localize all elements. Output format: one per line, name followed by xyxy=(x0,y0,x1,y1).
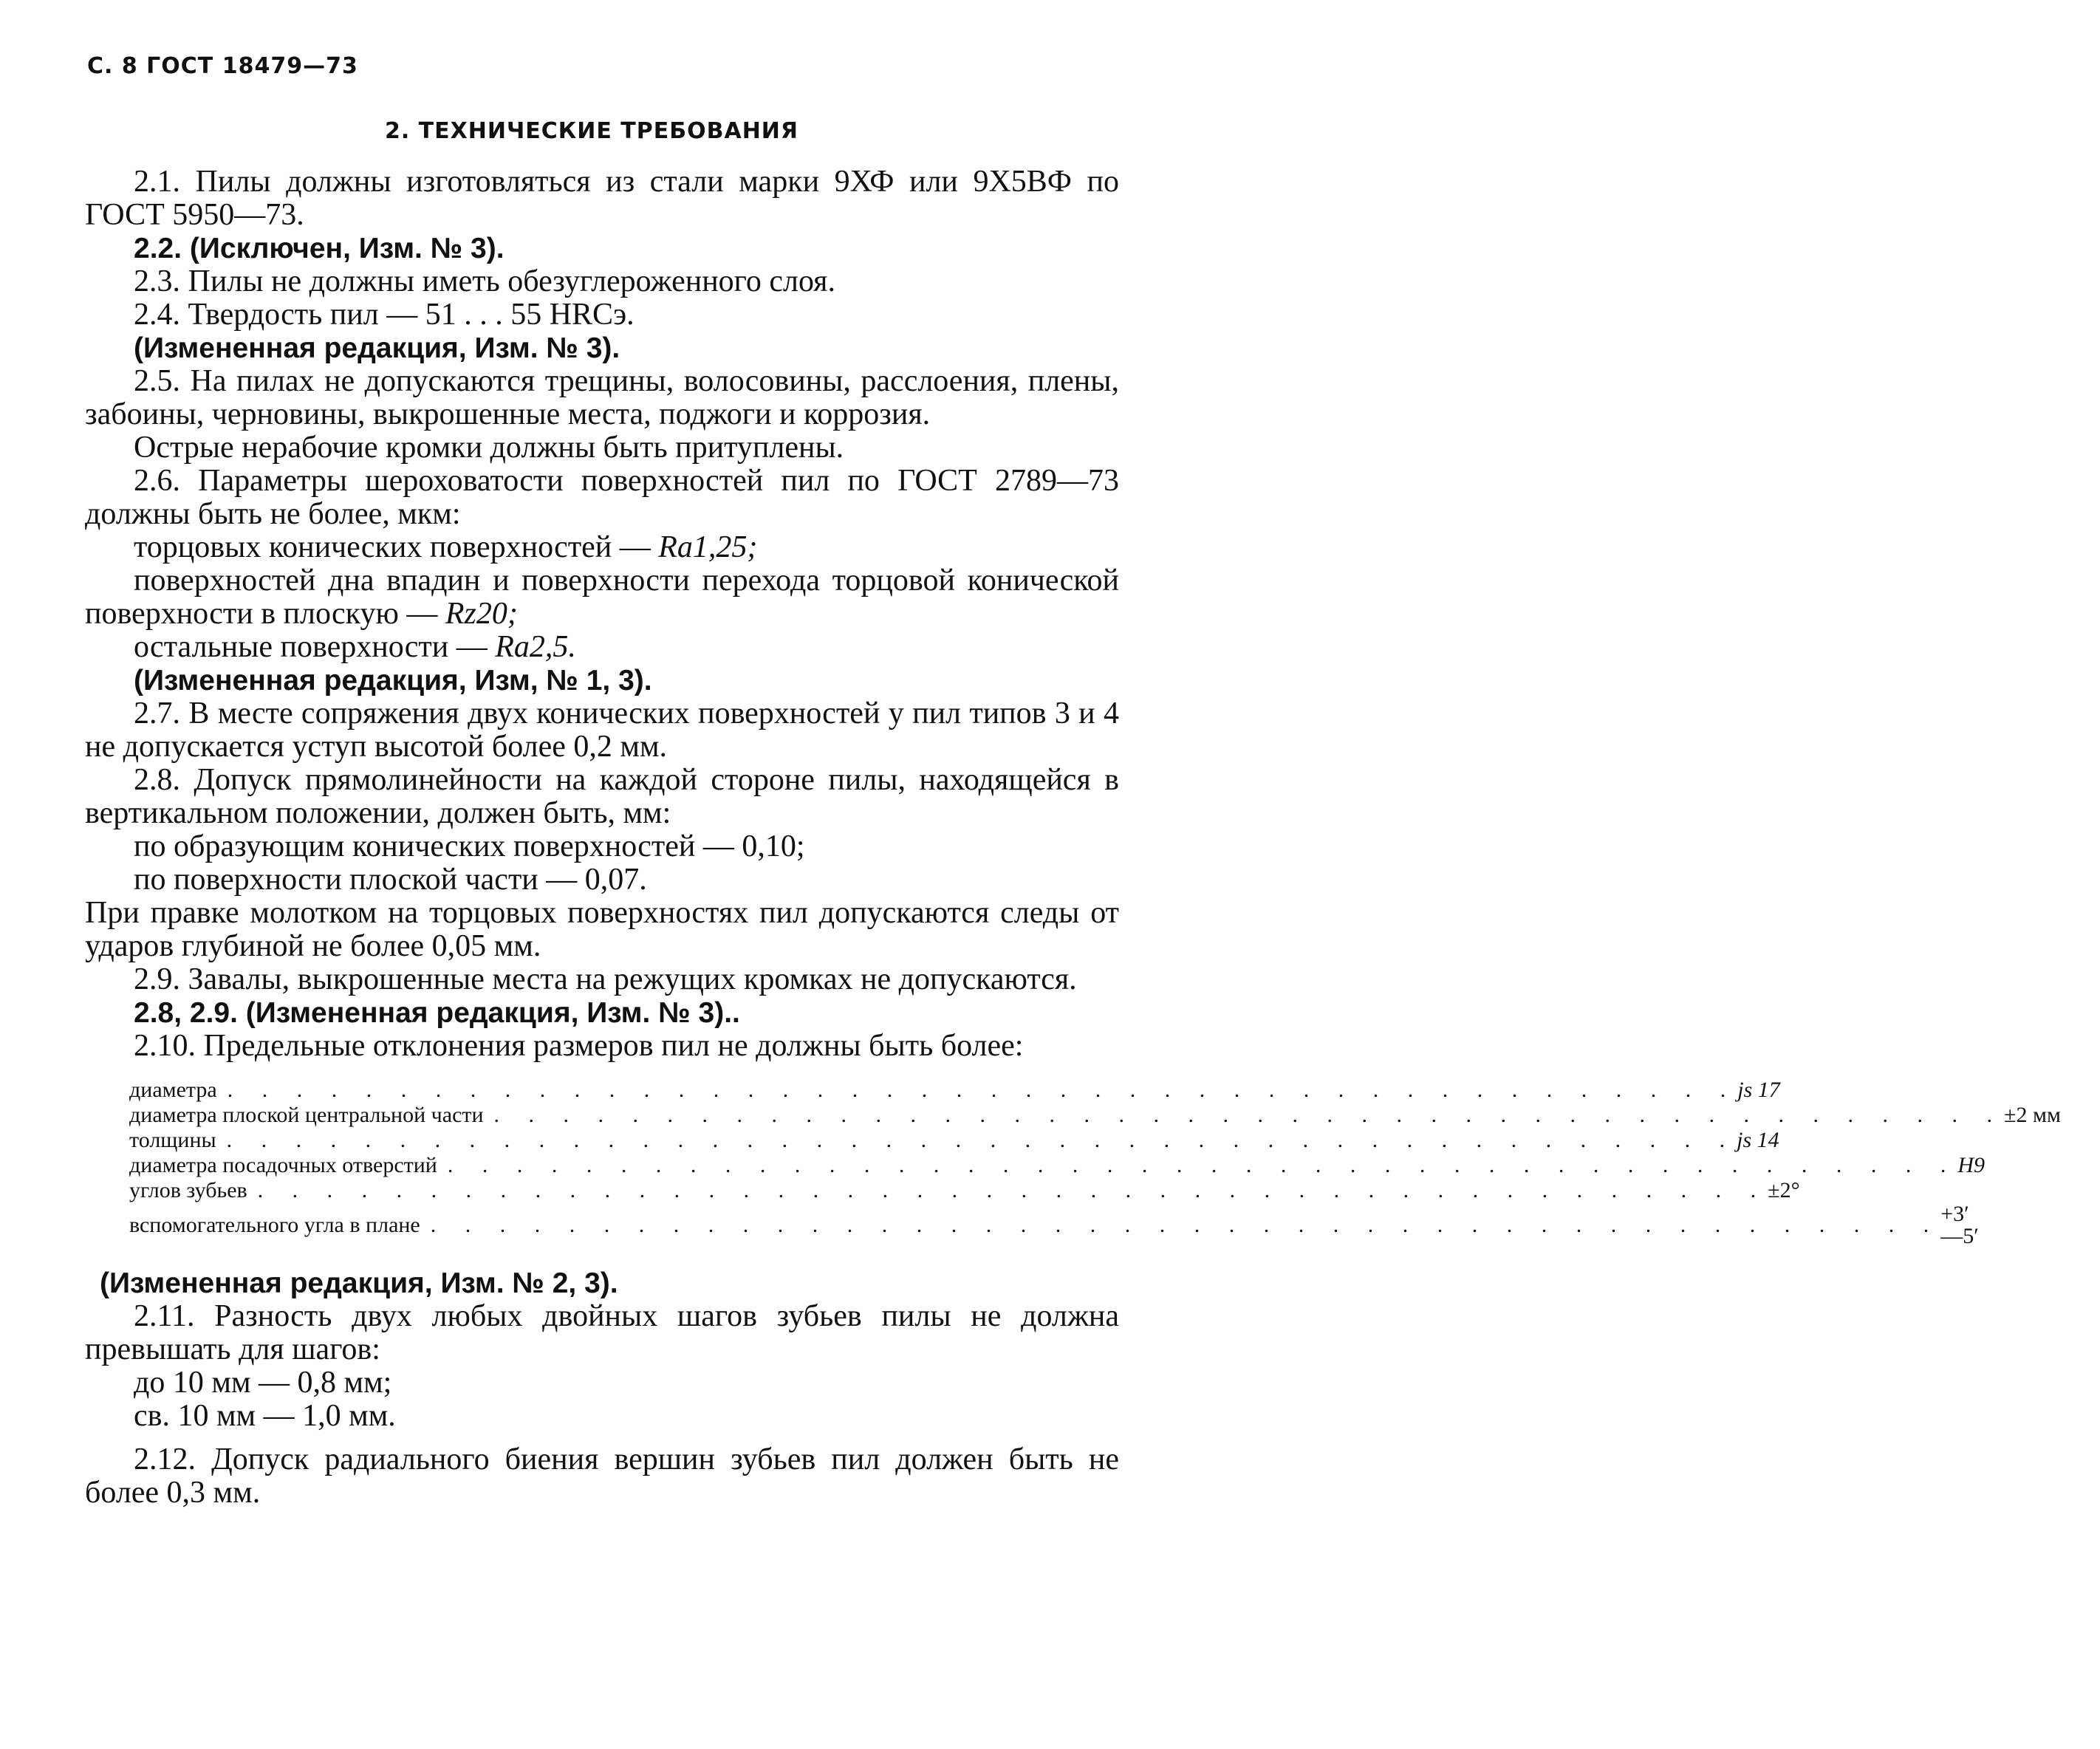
tolerance-value: js 14 xyxy=(1737,1128,1779,1152)
tolerance-label: диаметра посадочных отверстий xyxy=(129,1153,437,1177)
tolerance-value-pair xyxy=(1940,1203,2036,1247)
leader-dots: . . . . . . . . . . . . . . . . . . . . . . . . . . . . . . . . . . . . . . . . . . . . xyxy=(227,1078,1738,1102)
roughness-value: Ra2,5. xyxy=(495,630,576,664)
tolerance-value: H9 xyxy=(1957,1153,1986,1177)
clause-2-8: 2.8. Допуск прямолинейности на каждой стороне пилы, находящейся в вертикальном положении, должен быть, мм: xyxy=(85,763,1119,830)
leader-dots: . . . . . . . . . . . . . . . . . . . . . . . . . . . . . . . . . . . . . . . . . . . . xyxy=(430,1213,1941,1237)
clause-2-2: 2.2. (Исключен, Изм. № 3). xyxy=(134,233,505,264)
clause-2-3: 2.3. Пилы не должны иметь обезуглероженного слоя. xyxy=(134,264,835,298)
straightness-item: по поверхности плоской части — 0,07. xyxy=(134,863,647,897)
pitch-item: до 10 мм — 0,8 мм; xyxy=(134,1366,392,1400)
roughness-text: остальные поверхности — xyxy=(134,630,496,664)
clause-2-9: 2.9. Завалы, выкрошенные места на режущих кромках не допускаются. xyxy=(134,962,1077,996)
clause-2-1: 2.1. Пилы должны изготовляться из стали марки 9ХФ или 9Х5ВФ по ГОСТ 5950—73. xyxy=(85,165,1119,232)
pitch-item: св. 10 мм — 1,0 мм. xyxy=(134,1399,396,1433)
tolerance-label: толщины xyxy=(129,1128,216,1152)
roughness-item xyxy=(85,564,1119,631)
roughness-item xyxy=(85,531,1119,564)
amendment-note: (Измененная редакция, Изм. № 3). xyxy=(134,332,620,364)
tolerance-row xyxy=(129,1103,2061,1128)
tolerance-row xyxy=(129,1153,1986,1178)
document-body xyxy=(85,165,2061,1510)
clause-2-12: 2.12. Допуск радиального биения вершин зубьев пил должен быть не более 0,3 мм. xyxy=(85,1442,1119,1510)
amendment-note: (Измененная редакция, Изм. № 2, 3). xyxy=(100,1267,618,1299)
clause-2-4: 2.4. Твердость пил — 51 . . . 55 HRCэ. xyxy=(134,298,635,332)
clause-2-5: 2.5. На пилах не допускаются трещины, волосовины, расслоения, плены, забоины, черновины, выкрошенные места, поджоги и коррозия. xyxy=(85,364,1119,431)
tolerance-label: углов зубьев xyxy=(129,1178,247,1202)
tolerance-label: вспомогательного угла в плане xyxy=(129,1213,420,1237)
clause-2-8-note: При правке молотком на торцовых поверхностях пил допускаются следы от ударов глубиной не более 0,05 мм. xyxy=(85,896,1119,963)
roughness-text: поверхностей дна впадин и поверхности перехода торцовой конической поверхности в плоскую — xyxy=(85,564,1119,631)
tolerance-value-upper: +3′ xyxy=(1940,1202,1969,1226)
tolerance-row xyxy=(129,1202,1979,1248)
roughness-item xyxy=(85,631,1119,664)
leader-dots: . . . . . . . . . . . . . . . . . . . . . . . . . . . . . . . . . . . . . . . . . . . . xyxy=(257,1178,1768,1202)
section-title: 2. ТЕХНИЧЕСКИЕ ТРЕБОВАНИЯ xyxy=(384,118,799,144)
roughness-value: Rz20; xyxy=(445,597,518,631)
clause-2-7: 2.7. В месте сопряжения двух конических поверхностей у пил типов 3 и 4 не допускается уступ высотой более 0,2 мм. xyxy=(85,696,1119,764)
tolerance-value: ±2° xyxy=(1768,1178,1800,1202)
roughness-text: торцовых конических поверхностей — xyxy=(134,530,659,564)
clause-2-5-note: Острые нерабочие кромки должны быть притуплены. xyxy=(134,431,844,465)
clause-2-6: 2.6. Параметры шероховатости поверхностей пил по ГОСТ 2789—73 должны быть не более, мкм: xyxy=(85,464,1119,531)
tolerance-row xyxy=(129,1078,1780,1103)
leader-dots: . . . . . . . . . . . . . . . . . . . . . . . . . . . . . . . . . . . . . . . . . . . . xyxy=(447,1153,1958,1177)
amendment-note: (Измененная редакция, Изм, № 1, 3). xyxy=(134,665,652,696)
tolerance-row xyxy=(129,1178,1800,1203)
leader-dots: . . . . . . . . . . . . . . . . . . . . . . . . . . . . . . . . . . . . . . . . . . . . xyxy=(493,1103,2005,1127)
tolerance-row xyxy=(129,1128,1779,1153)
leader-dots: . . . . . . . . . . . . . . . . . . . . . . . . . . . . . . . . . . . . . . . . . . . . xyxy=(226,1128,1737,1152)
tolerance-label: диаметра плоской центральной части xyxy=(129,1103,484,1127)
roughness-value: Ra1,25; xyxy=(658,530,758,564)
amendment-note: 2.8, 2.9. (Измененная редакция, Изм. № 3).. xyxy=(134,997,740,1029)
tolerance-label: диаметра xyxy=(129,1078,217,1102)
clause-2-11: 2.11. Разность двух любых двойных шагов зубьев пилы не должна превышать для шагов: xyxy=(85,1299,1119,1366)
tolerance-table xyxy=(129,1078,2061,1248)
page-header: С. 8 ГОСТ 18479—73 xyxy=(87,53,358,79)
tolerance-value-lower: —5′ xyxy=(1940,1224,1979,1248)
straightness-item: по образующим конических поверхностей — 0,10; xyxy=(134,829,805,863)
tolerance-value: ±2 мм xyxy=(2004,1103,2061,1127)
clause-2-10: 2.10. Предельные отклонения размеров пил не должны быть более: xyxy=(134,1029,1024,1063)
tolerance-value: js 17 xyxy=(1737,1078,1780,1102)
